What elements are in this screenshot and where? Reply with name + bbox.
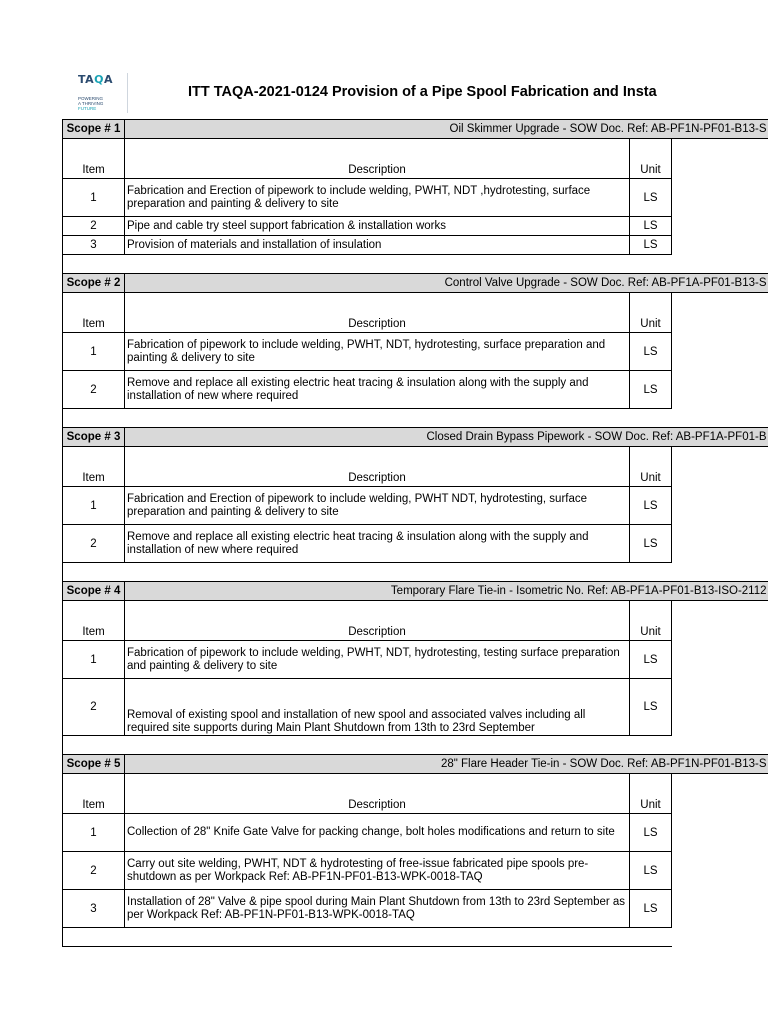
description-column-header: Description xyxy=(125,447,630,487)
empty-cell xyxy=(672,447,768,487)
scope-header-row xyxy=(63,755,768,774)
empty-cell xyxy=(672,641,768,679)
item-number: 1 xyxy=(63,641,125,679)
item-column-header: Item xyxy=(63,139,125,179)
table-row xyxy=(63,814,768,852)
column-header-row xyxy=(63,601,768,641)
scope-label: Scope # 1 xyxy=(63,120,125,139)
empty-cell xyxy=(672,679,768,736)
unit-column-header: Unit xyxy=(630,293,672,333)
empty-cell xyxy=(672,333,768,371)
spacer-row xyxy=(63,563,768,582)
item-unit: LS xyxy=(630,525,672,563)
empty-cell xyxy=(672,255,768,274)
scope-title: Control Valve Upgrade - SOW Doc. Ref: AB-PF1A-PF01-B13-S xyxy=(125,274,768,293)
table-row xyxy=(63,179,768,217)
scope-header-row xyxy=(63,428,768,447)
scope-header-row xyxy=(63,274,768,293)
item-number: 1 xyxy=(63,333,125,371)
item-unit: LS xyxy=(630,679,672,736)
item-number: 1 xyxy=(63,179,125,217)
spacer-cell xyxy=(63,736,672,755)
empty-cell xyxy=(672,179,768,217)
item-description: Provision of materials and installation of insulation xyxy=(125,236,630,255)
item-unit: LS xyxy=(630,236,672,255)
item-description: Collection of 28" Knife Gate Valve for packing change, bolt holes modifications and return to site xyxy=(125,814,630,852)
empty-cell xyxy=(672,487,768,525)
logo-divider xyxy=(127,73,128,113)
empty-cell xyxy=(672,814,768,852)
item-unit: LS xyxy=(630,641,672,679)
item-description: Remove and replace all existing electric heat tracing & insulation along with the supply and installation of new where required xyxy=(125,525,630,563)
table-row xyxy=(63,371,768,409)
empty-cell xyxy=(672,928,768,947)
item-description: Pipe and cable try steel support fabrication & installation works xyxy=(125,217,630,236)
item-description: Fabrication and Erection of pipework to include welding, PWHT NDT, hydrotesting, surface preparation and painting & delivery to site xyxy=(125,487,630,525)
scope-title: 28" Flare Header Tie-in - SOW Doc. Ref: AB-PF1N-PF01-B13-S xyxy=(125,755,768,774)
item-description: Remove and replace all existing electric heat tracing & insulation along with the supply and installation of new where required xyxy=(125,371,630,409)
column-header-row xyxy=(63,774,768,814)
item-column-header: Item xyxy=(63,447,125,487)
description-column-header: Description xyxy=(125,774,630,814)
scope-header-row xyxy=(63,582,768,601)
table-row xyxy=(63,236,768,255)
scope-label: Scope # 3 xyxy=(63,428,125,447)
scope-label: Scope # 4 xyxy=(63,582,125,601)
table-row xyxy=(63,217,768,236)
spacer-cell xyxy=(63,563,672,582)
logo-tagline: POWERING A THRIVING FUTURE xyxy=(78,96,104,111)
item-number: 2 xyxy=(63,679,125,736)
scope-label: Scope # 5 xyxy=(63,755,125,774)
logo-wordmark: TAQA xyxy=(78,73,114,86)
table-row xyxy=(63,679,768,736)
spacer-cell xyxy=(63,409,672,428)
item-description: Fabrication of pipework to include welding, PWHT, NDT, hydrotesting, surface preparation and painting & delivery to site xyxy=(125,333,630,371)
item-unit: LS xyxy=(630,814,672,852)
item-description: Fabrication and Erection of pipework to include welding, PWHT, NDT ,hydrotesting, surface preparation and painting & delivery to site xyxy=(125,179,630,217)
spacer-row xyxy=(63,736,768,755)
scope-label: Scope # 2 xyxy=(63,274,125,293)
table-row xyxy=(63,525,768,563)
item-column-header: Item xyxy=(63,774,125,814)
description-column-header: Description xyxy=(125,139,630,179)
description-column-header: Description xyxy=(125,293,630,333)
scope-table xyxy=(62,119,768,947)
column-header-row xyxy=(63,447,768,487)
column-header-row xyxy=(63,293,768,333)
spacer-cell xyxy=(63,928,672,947)
table-row xyxy=(63,487,768,525)
empty-cell xyxy=(672,139,768,179)
item-unit: LS xyxy=(630,333,672,371)
empty-cell xyxy=(672,409,768,428)
spacer-row xyxy=(63,409,768,428)
item-number: 2 xyxy=(63,852,125,890)
item-unit: LS xyxy=(630,179,672,217)
item-unit: LS xyxy=(630,371,672,409)
unit-column-header: Unit xyxy=(630,774,672,814)
empty-cell xyxy=(672,236,768,255)
empty-cell xyxy=(672,736,768,755)
spacer-row xyxy=(63,255,768,274)
empty-cell xyxy=(672,852,768,890)
item-number: 3 xyxy=(63,890,125,928)
item-number: 2 xyxy=(63,525,125,563)
empty-cell xyxy=(672,601,768,641)
unit-column-header: Unit xyxy=(630,139,672,179)
column-header-row xyxy=(63,139,768,179)
spacer-row xyxy=(63,928,768,947)
scope-title: Closed Drain Bypass Pipework - SOW Doc. Ref: AB-PF1A-PF01-B xyxy=(125,428,768,447)
scope-sheet xyxy=(62,119,768,947)
taqa-logo xyxy=(78,73,128,117)
scope-header-row xyxy=(63,120,768,139)
table-row xyxy=(63,852,768,890)
item-column-header: Item xyxy=(63,601,125,641)
empty-cell xyxy=(672,525,768,563)
empty-cell xyxy=(672,890,768,928)
item-number: 1 xyxy=(63,814,125,852)
item-number: 2 xyxy=(63,371,125,409)
item-description: Fabrication of pipework to include welding, PWHT, NDT, hydrotesting, testing surface preparation and painting & delivery to site xyxy=(125,641,630,679)
item-description: Installation of 28" Valve & pipe spool during Main Plant Shutdown from 13th to 23rd September as per Workpack Ref: AB-PF1N-PF01-B13-WPK-0018-TAQ xyxy=(125,890,630,928)
item-number: 1 xyxy=(63,487,125,525)
item-unit: LS xyxy=(630,217,672,236)
scope-title: Oil Skimmer Upgrade - SOW Doc. Ref: AB-PF1N-PF01-B13-S xyxy=(125,120,768,139)
item-unit: LS xyxy=(630,890,672,928)
empty-cell xyxy=(672,774,768,814)
spacer-cell xyxy=(63,255,672,274)
empty-cell xyxy=(672,217,768,236)
empty-cell xyxy=(672,371,768,409)
item-description: Removal of existing spool and installation of new spool and associated valves including all required site supports during Main Plant Shutdown from 13th to 23rd September xyxy=(125,679,630,736)
table-row xyxy=(63,333,768,371)
item-unit: LS xyxy=(630,487,672,525)
item-number: 3 xyxy=(63,236,125,255)
document-title: ITT TAQA-2021-0124 Provision of a Pipe Spool Fabrication and Insta xyxy=(188,84,657,100)
empty-cell xyxy=(672,293,768,333)
item-number: 2 xyxy=(63,217,125,236)
item-description: Carry out site welding, PWHT, NDT & hydrotesting of free-issue fabricated pipe spools pre-shutdown as per Workpack Ref: AB-PF1N-PF01-B13-WPK-0018-TAQ xyxy=(125,852,630,890)
unit-column-header: Unit xyxy=(630,601,672,641)
empty-cell xyxy=(672,563,768,582)
scope-title: Temporary Flare Tie-in - Isometric No. Ref: AB-PF1A-PF01-B13-ISO-2112 xyxy=(125,582,768,601)
table-row xyxy=(63,641,768,679)
description-column-header: Description xyxy=(125,601,630,641)
item-unit: LS xyxy=(630,852,672,890)
item-column-header: Item xyxy=(63,293,125,333)
table-row xyxy=(63,890,768,928)
unit-column-header: Unit xyxy=(630,447,672,487)
